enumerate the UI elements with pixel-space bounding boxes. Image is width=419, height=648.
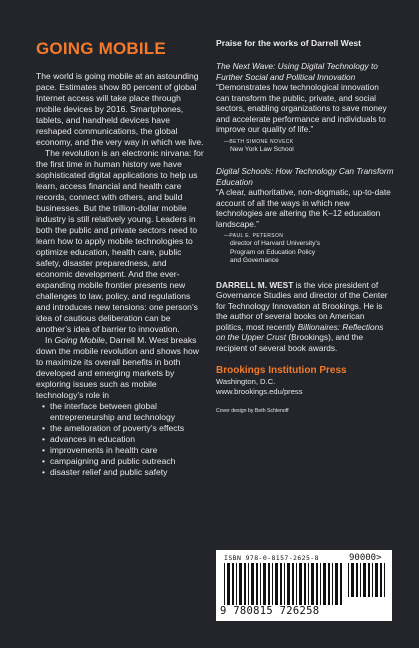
quote-author: —BETH SIMONE NOVECK bbox=[224, 138, 294, 145]
praise-block bbox=[216, 166, 394, 266]
praise-block bbox=[216, 61, 394, 154]
author-bio bbox=[216, 280, 394, 354]
praised-book-title: Digital Schools: How Technology Can Transform Education bbox=[216, 166, 394, 187]
list-item: • advances in education bbox=[42, 434, 204, 445]
praised-book-title: The Next Wave: Using Digital Technology to Further Social and Political Innovation bbox=[216, 61, 378, 82]
book-title: GOING MOBILE bbox=[36, 39, 166, 58]
para-lead: In bbox=[45, 335, 55, 345]
praise-quote: “Demonstrates how technological innovation can transform the public, private, and social sectors, enabling organizations to save money and accelerate performance and individuals to improve our quality of life.” bbox=[216, 82, 387, 134]
barcode-bars-icon bbox=[224, 563, 342, 605]
quote-author: —PAUL E. PETERSON bbox=[224, 233, 284, 239]
price-barcode-bars-icon bbox=[348, 563, 386, 597]
barcode-number: 9 780815 726258 bbox=[220, 605, 320, 617]
praise-heading: Praise for the works of Darrell West bbox=[216, 38, 362, 48]
barcode bbox=[216, 550, 392, 621]
topics-list bbox=[36, 401, 204, 478]
bio-text: (Brookings), and the recipient of several book awards. bbox=[216, 332, 364, 353]
isbn-label: ISBN 978-0-8157-2625-8 bbox=[224, 554, 319, 562]
publisher-website: www.brookings.edu/press bbox=[216, 387, 303, 396]
book-title-inline: Going Mobile bbox=[54, 335, 105, 345]
praise-quote: “A clear, authoritative, non-dogmatic, up-to-date account of all the ways in which new technologies are altering the K–12 education landscape.” bbox=[216, 187, 391, 229]
cover-credit: Cover design by Beth Schlenoff bbox=[216, 408, 289, 414]
left-column bbox=[36, 38, 204, 478]
para-rest: , Darrell M. West breaks down the mobile revolution and shows how to maximize its overall benefits in both developed and emerging markets by exploring issues such as mobile technology’s role in bbox=[36, 335, 199, 400]
right-column bbox=[216, 38, 394, 415]
going-mobile-paragraph bbox=[36, 335, 204, 401]
list-item: • campaigning and public outreach bbox=[42, 456, 204, 467]
quote-affiliation: Program on Education Policy bbox=[230, 248, 316, 256]
list-item: • disaster relief and public safety bbox=[42, 467, 204, 478]
quote-affiliation: director of Harvard University’s bbox=[230, 240, 321, 247]
quote-affiliation: New York Law School bbox=[230, 145, 294, 153]
author-name: DARRELL M. WEST bbox=[216, 279, 294, 290]
price-code: 90000> bbox=[349, 553, 382, 563]
list-item: • improvements in health care bbox=[42, 445, 204, 456]
list-item: • the amelioration of poverty’s effects bbox=[42, 423, 204, 434]
bio-book-title: Billionaires: Reflections on the Upper Crust bbox=[216, 321, 384, 342]
list-item: • the interface between global entrepreneurship and technology bbox=[42, 401, 204, 423]
quote-affiliation: and Governance bbox=[230, 257, 279, 264]
bio-text: is the vice president of Governance Studies and director of the Center for Technology Innovation at Brookings. He is the author of several books on American politics, most recently bbox=[216, 279, 388, 332]
publisher-city: Washington, D.C. bbox=[216, 377, 276, 386]
intro-paragraph: The world is going mobile at an astounding pace. Estimates show 80 percent of global Internet access will take place through mobile devices by 2016. Smartphones, tablets, and handheld devices have reshaped communications, the global economy, and the very way in which we live. bbox=[36, 71, 204, 147]
revolution-paragraph: The revolution is an electronic nirvana: for the first time in human history we have sophisticated digital applications to help us learn, access financial and health care records, connect with others, and build businesses. But the trillion-dollar mobile industry is still relatively young. Leaders in both the public and private sectors need to learn how to apply mobile technologies to optimize education, health care, public safety, disaster preparedness, and economic development. And the ever-expanding mobile frontier presents new challenges to law, policy, and regulations and introduces new tensions: one person’s idea of cautious deliberation can be another’s idea of barrier to innovation. bbox=[36, 148, 204, 334]
publisher-name: Brookings Institution Press bbox=[216, 365, 347, 376]
